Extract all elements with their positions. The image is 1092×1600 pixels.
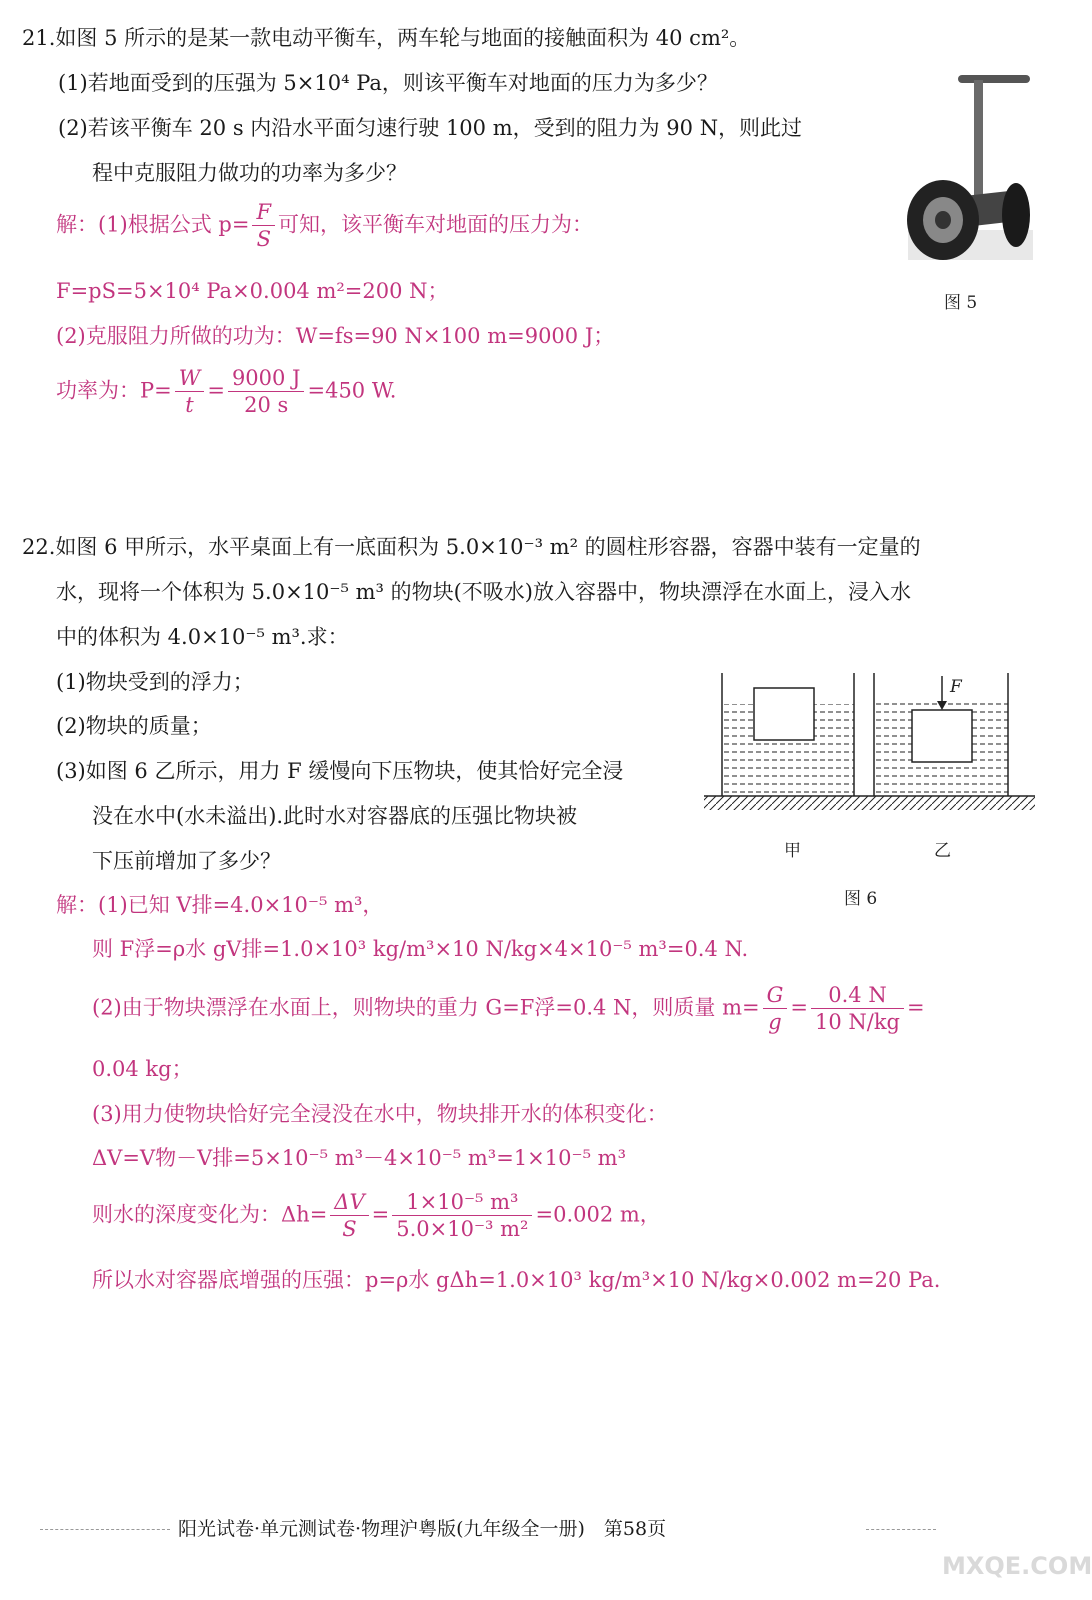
footer-rule-right [866, 1529, 936, 1530]
q22-sol3-den1: g [768, 1010, 782, 1034]
figure5-caption: 图 5 [944, 293, 978, 313]
footer-rule-left [40, 1529, 170, 1530]
q21-sol4-post: =450 W. [307, 378, 397, 403]
figure6-caption: 图 6 [844, 889, 878, 909]
q21-sol-line1 [56, 202, 593, 250]
q21-sol4-den1: t [185, 393, 194, 417]
q22-sol-line4: 0.04 kg； [92, 1057, 193, 1081]
q21-sol4-fraction2 [228, 368, 305, 416]
q22-sol3-fraction1 [763, 985, 788, 1033]
q22-sol7-num1: ΔV [330, 1192, 368, 1216]
q22-stem-line3: 中的体积为 4.0×10⁻⁵ m³.求： [56, 625, 349, 649]
q21-sol4-eq: = [207, 378, 225, 403]
q21-stem: 21.如图 5 所示的是某一款电动平衡车，两车轮与地面的接触面积为 40 cm²。 [22, 26, 751, 50]
q22-sol3-post: = [907, 995, 925, 1020]
q21-sol1-pre: 解：(1)根据公式 p= [56, 212, 250, 237]
q21-part2-line1: (2)若该平衡车 20 s 内沿水平面匀速行驶 100 m，受到的阻力为 90 N，则此过 [58, 116, 803, 140]
q22-sol-line1: 解：(1)已知 V排=4.0×10⁻⁵ m³， [56, 893, 384, 917]
q22-sol7-den2: 5.0×10⁻³ m² [396, 1217, 529, 1241]
q21-sol4-pre: 功率为：P= [56, 378, 172, 403]
label-yi: 乙 [934, 841, 951, 861]
footer-text: 阳光试卷·单元测试卷·物理沪粤版(九年级全一册) 第58页 [178, 1518, 667, 1540]
container-yi [874, 673, 1008, 796]
q21-sol-line4 [56, 368, 396, 416]
q21-sol4-num1: W [175, 368, 205, 392]
container-jia [722, 673, 854, 796]
q22-sol3-pre: (2)由于物块漂浮在水面上，则物块的重力 G=F浮=0.4 N，则质量 m= [92, 995, 760, 1020]
q21-sol1-num: F [252, 202, 275, 226]
q22-sol-line6: ΔV=V物－V排=5×10⁻⁵ m³－4×10⁻⁵ m³=1×10⁻⁵ m³ [92, 1146, 627, 1170]
q21-sol4-num2: 9000 J [228, 368, 305, 392]
q22-sol-line5: (3)用力使物块恰好完全浸没在水中，物块排开水的体积变化： [92, 1102, 668, 1126]
q21-part1: (1)若地面受到的压强为 5×10⁴ Pa，则该平衡车对地面的压力为多少？ [58, 71, 718, 95]
container-diagram [700, 668, 1035, 868]
q22-sol7-pre: 则水的深度变化为：Δh= [92, 1202, 328, 1227]
q21-sol1-post: 可知，该平衡车对地面的压力为： [278, 212, 594, 237]
q22-sol7-fraction2 [392, 1192, 532, 1240]
q22-sol3-num1: G [763, 985, 788, 1009]
q22-sol-line3 [92, 985, 925, 1033]
q21-sol4-den2: 20 s [244, 393, 289, 417]
q22-part3-line3: 下压前增加了多少？ [92, 849, 281, 873]
q22-part2: (2)物块的质量； [56, 714, 212, 738]
label-jia: 甲 [784, 841, 801, 861]
q22-sol7-fraction1 [330, 1192, 368, 1240]
q22-sol7-eq: = [371, 1202, 390, 1227]
q22-stem-line2: 水，现将一个体积为 5.0×10⁻⁵ m³ 的物块(不吸水)放入容器中，物块漂浮在水面上，浸入水 [56, 580, 911, 604]
q22-part1: (1)物块受到的浮力； [56, 670, 254, 694]
q22-sol3-fraction2 [811, 985, 904, 1033]
q21-sol-line3: (2)克服阻力所做的功为：W=fs=90 N×100 m=9000 J； [56, 324, 615, 348]
q21-sol4-fraction1 [175, 368, 205, 416]
q22-sol-line2: 则 F浮=ρ水 gV排=1.0×10³ kg/m³×10 N/kg×4×10⁻⁵ m³=0.4 N. [92, 937, 749, 961]
q22-sol3-eq: = [790, 995, 808, 1020]
q22-sol-line8: 所以水对容器底增强的压强：p=ρ水 gΔh=1.0×10³ kg/m³×10 N/kg×0.002 m=20 Pa. [92, 1268, 941, 1292]
q21-sol-line2: F=pS=5×10⁴ Pa×0.004 m²=200 N； [56, 279, 449, 303]
q21-sol1-fraction [252, 202, 275, 250]
q22-part3-line2: 没在水中(水未溢出).此时水对容器底的压强比物块被 [92, 804, 578, 828]
q22-sol3-den2: 10 N/kg [814, 1010, 900, 1034]
q22-part3-line1: (3)如图 6 乙所示，用力 F 缓慢向下压物块，使其恰好完全浸 [56, 759, 624, 783]
watermark: MXQE.COM [942, 1552, 1092, 1580]
q22-sol-line7 [92, 1192, 661, 1240]
q22-sol7-post: =0.002 m， [535, 1202, 661, 1227]
force-label: F [950, 677, 962, 697]
q22-sol7-den1: S [342, 1217, 357, 1241]
q21-part2-line2: 程中克服阻力做功的功率为多少？ [92, 161, 407, 185]
q21-sol1-den: S [256, 227, 271, 251]
q22-sol7-num2: 1×10⁻⁵ m³ [392, 1192, 532, 1216]
q22-sol3-num2: 0.4 N [811, 985, 904, 1009]
q22-stem-line1: 22.如图 6 甲所示，水平桌面上有一底面积为 5.0×10⁻³ m² 的圆柱形容器，容器中装有一定量的 [22, 535, 921, 559]
balance-car-figure [888, 70, 1038, 265]
